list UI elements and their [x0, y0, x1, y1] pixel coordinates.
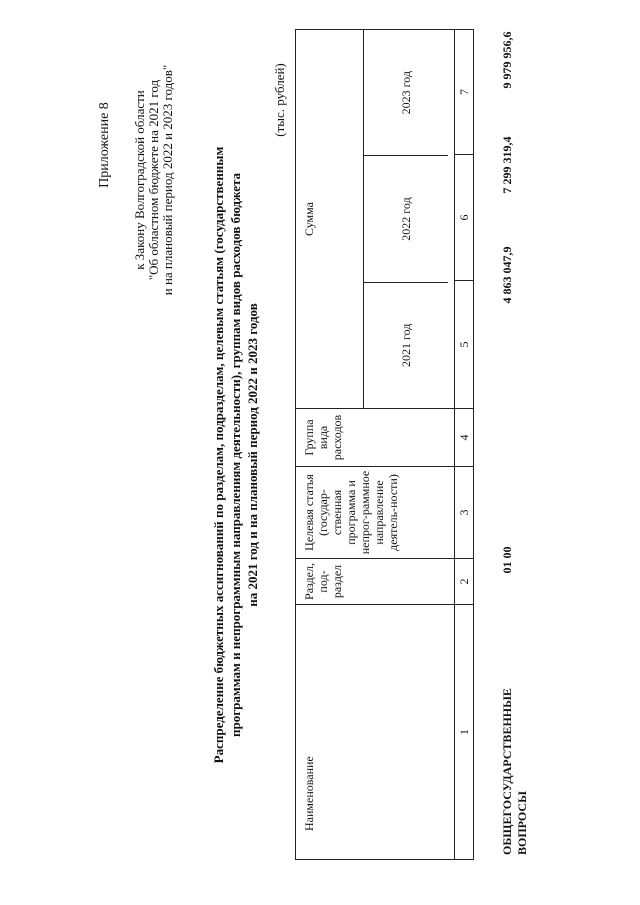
title-line-3: на 2021 год и на плановый период 2022 и 2023 годов: [245, 303, 260, 607]
table-row: [500, 25, 546, 855]
header-section: Раздел, под-раздел: [296, 559, 455, 605]
title-line-1: Распределение бюджетных ассигнований по разделам, подразделам, целевым статьям (государственным: [211, 146, 226, 764]
law-line-2: "Об областном бюджете на 2021 год: [146, 79, 161, 281]
row-section-code: 01 00: [500, 546, 514, 574]
header-year-2023: 2023 год: [364, 30, 448, 156]
header-years: [364, 30, 448, 408]
table-header-row: [296, 30, 455, 860]
column-number-row: [455, 30, 474, 860]
column-number: 1: [455, 605, 474, 860]
document-title: [210, 65, 261, 845]
appendix-label: Приложение 8: [97, 102, 112, 188]
law-reference: [133, 20, 175, 340]
header-target: Целевая статья (государ-ственная программа и непрог-раммное направление деятель-ности): [296, 467, 455, 559]
law-line-3: и на плановый период 2022 и 2023 годов": [160, 64, 175, 296]
title-line-2: программам и непрограммным направлениям деятельности), группам видов расходов бюджета: [228, 172, 243, 738]
column-number: 7: [455, 30, 474, 155]
units-label: (тыс. рублей): [272, 63, 287, 137]
header-year-2022: 2022 год: [364, 156, 448, 282]
column-number: 4: [455, 409, 474, 467]
header-year-2021: 2021 год: [398, 323, 413, 368]
row-name: ОБЩЕГОСУДАРСТВЕННЫЕ ВОПРОСЫ: [500, 688, 529, 855]
header-group: Группа вида расходов: [296, 409, 455, 467]
row-value-2021: 4 863 047,9: [500, 246, 514, 304]
column-number: 5: [455, 281, 474, 409]
header-sum: Сумма: [296, 30, 364, 408]
column-number: 2: [455, 559, 474, 605]
column-number: 6: [455, 155, 474, 281]
header-name: Наименование: [296, 605, 455, 860]
budget-table: [295, 29, 474, 860]
law-line-1: к Закону Волгоградской области: [132, 90, 147, 270]
row-value-2022: 7 299 319,4: [500, 136, 514, 194]
column-number: 3: [455, 467, 474, 559]
header-sum-group: [296, 30, 455, 409]
row-value-2023: 9 979 956,6: [500, 31, 514, 89]
